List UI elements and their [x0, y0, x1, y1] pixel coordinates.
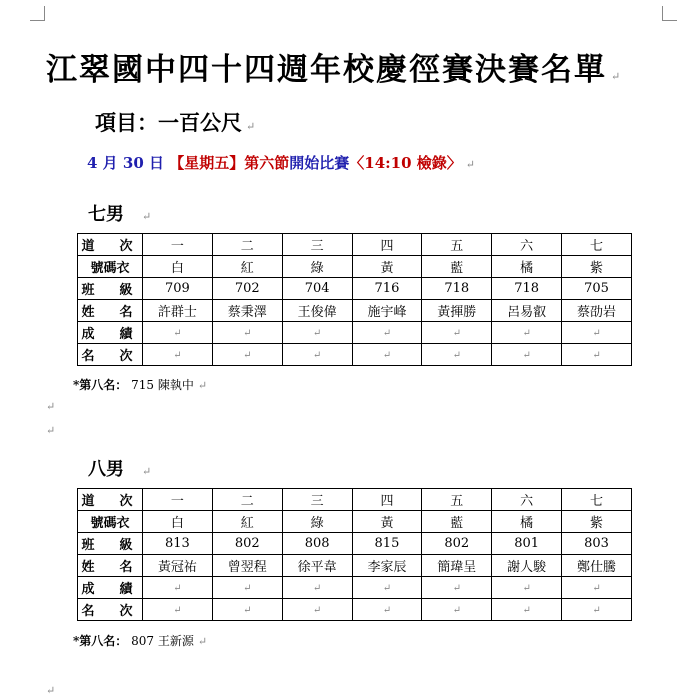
empty-cell-icon [562, 322, 632, 344]
cell-mark-icon: ↵ [173, 583, 182, 594]
schedule-checkin: 〈14:10 檢錄〉 [349, 154, 462, 172]
lane-cell: 二 [212, 234, 282, 256]
name-cell: 謝人駿 [492, 555, 562, 577]
empty-cell-icon [282, 322, 352, 344]
cell-mark-icon: ↵ [452, 350, 461, 361]
class-cell: 705 [562, 278, 632, 300]
bib-cell: 橘 [492, 511, 562, 533]
name-cell: 鄭仕騰 [562, 555, 632, 577]
bib-cell: 綠 [282, 511, 352, 533]
bib-cell: 藍 [422, 511, 492, 533]
class-cell: 716 [352, 278, 422, 300]
row-header: 名 次 [78, 599, 143, 621]
empty-cell-icon [492, 599, 562, 621]
eighth-place-grade8: *第八名： 807 王新源 ↵ [73, 634, 208, 648]
paragraph-mark-icon: ↵ [611, 70, 623, 83]
row-header: 班 級 [78, 533, 143, 555]
result-row [78, 577, 632, 599]
schedule-start: 開始比賽 [289, 154, 350, 172]
results-table-grade7 [77, 233, 632, 366]
lane-cell: 七 [562, 489, 632, 511]
lane-cell: 二 [212, 489, 282, 511]
empty-cell-icon [352, 344, 422, 366]
bib-cell: 紫 [562, 511, 632, 533]
class-cell: 815 [352, 533, 422, 555]
lane-cell: 三 [282, 489, 352, 511]
lane-cell: 六 [492, 234, 562, 256]
empty-cell-icon [212, 322, 282, 344]
cell-mark-icon: ↵ [173, 605, 182, 616]
name-cell: 黃揮勝 [422, 300, 492, 322]
class-cell: 702 [212, 278, 282, 300]
cell-mark-icon: ↵ [382, 328, 392, 339]
empty-cell-icon [212, 344, 282, 366]
lane-row [78, 489, 632, 511]
name-row [78, 300, 632, 322]
name-cell: 蔡劭岩 [562, 300, 632, 322]
empty-cell-icon [422, 599, 492, 621]
lane-cell: 五 [422, 234, 492, 256]
empty-cell-icon [492, 322, 562, 344]
name-cell: 王俊偉 [282, 300, 352, 322]
empty-cell-icon [282, 599, 352, 621]
bib-cell: 黃 [352, 511, 422, 533]
empty-cell-icon [143, 344, 213, 366]
bib-cell: 橘 [492, 256, 562, 278]
cell-mark-icon: ↵ [452, 605, 461, 616]
name-cell: 曾翌程 [212, 555, 282, 577]
name-cell: 簡瑋呈 [422, 555, 492, 577]
empty-cell-icon [143, 577, 213, 599]
cell-mark-icon: ↵ [173, 328, 182, 339]
cell-mark-icon: ↵ [522, 328, 531, 339]
paragraph-mark-icon: ↵ [246, 120, 256, 133]
lane-cell: 一 [143, 489, 213, 511]
rank-row [78, 344, 632, 366]
class-cell: 718 [492, 278, 562, 300]
cell-mark-icon: ↵ [243, 350, 252, 361]
schedule-line [87, 152, 475, 173]
rank-row [78, 599, 632, 621]
class-cell: 802 [212, 533, 282, 555]
paragraph-mark-icon: ↵ [465, 158, 475, 171]
empty-cell-icon [492, 344, 562, 366]
bib-row [78, 256, 632, 278]
schedule-weekday: 【星期五】 [169, 154, 245, 172]
paragraph-mark-icon: ↵ [46, 424, 56, 437]
empty-cell-icon [422, 577, 492, 599]
eighth-place-grade7: *第八名： 715 陳執中 ↵ [73, 378, 208, 392]
class-cell: 704 [282, 278, 352, 300]
paragraph-mark-icon: ↵ [197, 635, 208, 648]
paragraph-mark-icon: ↵ [197, 379, 208, 392]
bib-cell: 黃 [352, 256, 422, 278]
empty-cell-icon [492, 577, 562, 599]
name-cell: 蔡秉澤 [212, 300, 282, 322]
class-cell: 709 [143, 278, 213, 300]
row-header: 成 績 [78, 322, 143, 344]
class-cell: 803 [562, 533, 632, 555]
cell-mark-icon: ↵ [173, 350, 182, 361]
bib-cell: 白 [143, 256, 213, 278]
empty-cell-icon [282, 344, 352, 366]
document-title: 江翠國中四十四週年校慶徑賽決賽名單 ↵ [46, 52, 623, 88]
bib-row [78, 511, 632, 533]
empty-cell-icon [352, 577, 422, 599]
empty-cell-icon [562, 599, 632, 621]
lane-cell: 一 [143, 234, 213, 256]
empty-cell-icon [143, 322, 213, 344]
name-row [78, 555, 632, 577]
cell-mark-icon: ↵ [243, 605, 252, 616]
name-cell: 徐平韋 [282, 555, 352, 577]
lane-cell: 三 [282, 234, 352, 256]
page-corner-mark-right [662, 6, 677, 21]
cell-mark-icon: ↵ [522, 350, 531, 361]
result-row [78, 322, 632, 344]
cell-mark-icon: ↵ [452, 328, 461, 339]
lane-cell: 四 [352, 234, 422, 256]
cell-mark-icon: ↵ [312, 583, 322, 594]
lane-cell: 五 [422, 489, 492, 511]
row-header: 道 次 [78, 489, 143, 511]
cell-mark-icon: ↵ [382, 350, 392, 361]
event-name: 項目：一百公尺 ↵ [95, 110, 256, 135]
bib-cell: 紅 [212, 511, 282, 533]
section-title-grade7: 七男 ↵ [88, 204, 152, 225]
empty-cell-icon [562, 577, 632, 599]
row-header: 班 級 [78, 278, 143, 300]
row-header: 姓 名 [78, 555, 143, 577]
lane-cell: 六 [492, 489, 562, 511]
schedule-date: 4 月 30 日 [87, 154, 164, 172]
class-cell: 801 [492, 533, 562, 555]
paragraph-mark-icon: ↵ [142, 465, 152, 478]
empty-cell-icon [562, 344, 632, 366]
name-cell: 許群士 [143, 300, 213, 322]
bib-cell: 紅 [212, 256, 282, 278]
class-cell: 802 [422, 533, 492, 555]
empty-cell-icon [143, 599, 213, 621]
cell-mark-icon: ↵ [382, 605, 392, 616]
bib-cell: 紫 [562, 256, 632, 278]
cell-mark-icon: ↵ [312, 328, 322, 339]
cell-mark-icon: ↵ [312, 605, 322, 616]
cell-mark-icon: ↵ [452, 583, 461, 594]
bib-cell: 白 [143, 511, 213, 533]
name-cell: 黃冠祐 [143, 555, 213, 577]
class-cell: 808 [282, 533, 352, 555]
row-header: 名 次 [78, 344, 143, 366]
bib-cell: 藍 [422, 256, 492, 278]
row-header: 成 績 [78, 577, 143, 599]
cell-mark-icon: ↵ [312, 350, 322, 361]
class-row [78, 533, 632, 555]
cell-mark-icon: ↵ [592, 583, 601, 594]
row-header: 道 次 [78, 234, 143, 256]
empty-cell-icon [212, 577, 282, 599]
name-cell: 施宇峰 [352, 300, 422, 322]
section-title-grade8: 八男 ↵ [88, 459, 152, 480]
paragraph-mark-icon: ↵ [46, 400, 56, 413]
empty-cell-icon [422, 344, 492, 366]
name-cell: 呂易叡 [492, 300, 562, 322]
cell-mark-icon: ↵ [592, 328, 601, 339]
name-cell: 李家辰 [352, 555, 422, 577]
row-header: 姓 名 [78, 300, 143, 322]
lane-cell: 七 [562, 234, 632, 256]
empty-cell-icon [352, 599, 422, 621]
class-cell: 813 [143, 533, 213, 555]
cell-mark-icon: ↵ [243, 328, 252, 339]
row-header: 號碼衣 [78, 256, 143, 278]
lane-cell: 四 [352, 489, 422, 511]
bib-cell: 綠 [282, 256, 352, 278]
row-header: 號碼衣 [78, 511, 143, 533]
cell-mark-icon: ↵ [522, 583, 531, 594]
class-row [78, 278, 632, 300]
cell-mark-icon: ↵ [522, 605, 531, 616]
cell-mark-icon: ↵ [382, 583, 392, 594]
results-table-grade8 [77, 488, 632, 621]
empty-cell-icon [282, 577, 352, 599]
cell-mark-icon: ↵ [592, 605, 601, 616]
empty-cell-icon [352, 322, 422, 344]
paragraph-mark-icon: ↵ [46, 684, 56, 697]
class-cell: 718 [422, 278, 492, 300]
empty-cell-icon [422, 322, 492, 344]
cell-mark-icon: ↵ [592, 350, 601, 361]
empty-cell-icon [212, 599, 282, 621]
paragraph-mark-icon: ↵ [142, 210, 152, 223]
page-corner-mark-left [30, 6, 45, 21]
lane-row [78, 234, 632, 256]
schedule-period: 第六節 [244, 154, 290, 172]
cell-mark-icon: ↵ [243, 583, 252, 594]
